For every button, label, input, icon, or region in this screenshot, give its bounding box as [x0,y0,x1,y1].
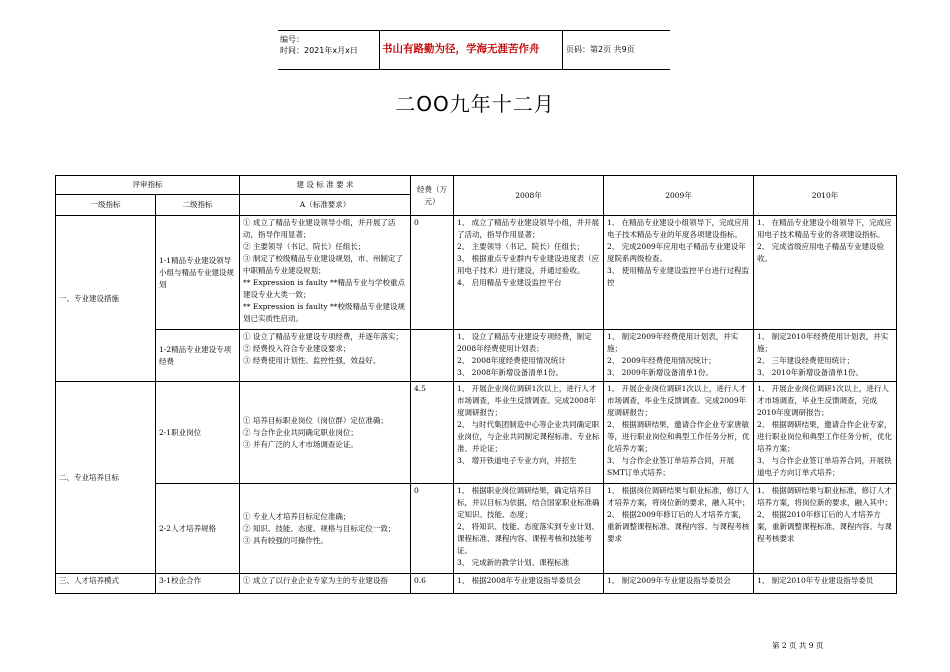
cell-funds: 0 [411,216,454,330]
page-header [278,30,670,70]
cell-2009: 1、 根据岗位调研结果与职业标准，修订人才培养方案，将岗位新的要求，融入其中； 2、 根据2009年修订后的人才培养方案，重新调整课程标准、课程内容、与课程考核要求 [604,484,754,574]
cell-2009: 1、 开展企业岗位调研1次以上，进行人才市场调查，毕业生反馈调查。完成2009年度调研报告； 2、 根据调研结果，邀请合作企业专家唐敏等，进行职业岗位和典型工作任务分析，优化培养方案； 3、 与合作企业签订单培养合同，开展SMT订单式培养； [604,382,754,484]
table-row [56,216,897,330]
cell-level2: 1-1精品专业建设领导小组与精品专业建设规划 [156,216,240,330]
footer-page-number: 第 2 页 共 9 页 [772,641,824,650]
header-cell-level2: 二级指标 [156,195,240,216]
cell-level2: 1-2精品专业建设专项经费 [156,330,240,382]
cell-standard: ① 专业人才培养目标定位准确； ② 知识、技能、态度、规格与目标定位一致； ③ 具有较强的可操作性。 [240,484,411,574]
header-cell-a: A（标准要求） [240,195,411,216]
table-row [56,330,897,382]
cell-standard: ① 成立了以行业企业专家为主的专业建设指 [240,574,411,594]
header-divider [562,31,563,69]
table-header-row [56,176,897,195]
cell-funds: 4.5 [411,382,454,484]
cell-level1: 三、人才培养模式 [56,574,156,594]
cell-2010: 1、 根据调研结果与职业标准，修订人才培养方案，将岗位新的要求，融入其中； 2、 根据2010年修订后的人才培养方案，重新调整课程标准、课程内容、与课程考核要求 [754,484,897,574]
header-cell-level1: 一级指标 [56,195,156,216]
cell-2009: 1、 制定2009年专业建设指导委员会 [604,574,754,594]
cell-2008: 1、 开展企业岗位调研1次以上，进行人才市场调查，毕业生反馈调查。完成2008年度调研报告； 2、 与时代集团制造中心等企业共同确定职业岗位，与企业共同制定课程标准、专业标准、并论证； 3、 增开铁道电子专业方向，并招生 [454,382,604,484]
header-cell-2010: 2010年 [754,176,897,216]
header-number-label: 编号： [280,35,304,44]
header-cell-2009: 2009年 [604,176,754,216]
cell-funds: 0 [411,484,454,574]
cell-level2: 3-1校企合作 [156,574,240,594]
evaluation-table [55,175,897,594]
cell-2010: 1、 制定2010年经费使用计划表，并实施； 2、 三年建设经费使用统计； 3、 2010年新增设备清单1份。 [754,330,897,382]
cell-funds [411,330,454,382]
document-title: 二OO九年十二月 [395,92,555,116]
cell-2010: 1、 开展企业岗位调研1次以上，进行人才市场调查，毕业生反馈调查，完成2010年度调研报告； 2、 根据调研结果，邀请合作企业专家，进行职业岗位和典型工作任务分析，优化培养方案； 3、 与合作企业签订单培养合同，开展铁道电子方向订单式培养； [754,382,897,484]
cell-funds: 0.6 [411,574,454,594]
cell-2009: 1、 制定2009年经费使用计划表，并实施； 2、 2009年经费使用情况统计； 3、 2009年新增设备清单1份。 [604,330,754,382]
cell-standard: ① 设立了精品专业建设专项经费，并逐年落实； ② 经费投入符合专业建设要求； ③ 经费使用计划性、监控性强，效益好。 [240,330,411,382]
header-info [280,34,358,56]
header-cell-pingshen: 评审指标 [56,176,240,195]
cell-2008: 1、 成立了精品专业建设领导小组，并开展了活动，指导作用显著； 2、 主要领导（书记、院长）任组长； 3、 根据重点专业群内专业建设进度表（应用电子技术）进行建设，并通过验收。 4、 启用精品专业建设监控平台 [454,216,604,330]
header-date: 时间：2021年x月x日 [280,46,358,55]
header-cell-2008: 2008年 [454,176,604,216]
cell-2008: 1、 设立了精品专业建设专项经费，制定2008年经费使用计划表； 2、 2008年度经费使用情况统计 3、 2008年新增设备清单1份。 [454,330,604,382]
cell-level1: 二、专业培养目标 [56,382,156,574]
cell-level2: 2-1职业岗位 [156,382,240,484]
header-cell-funds: 经费（万元） [411,176,454,216]
cell-level2: 2-2人才培养规格 [156,484,240,574]
cell-2010: 1、 在精品专业建设小组领导下，完成应用电子技术精品专业的各项建设指标。 2、 完成省级应用电子精品专业建设验收。 [754,216,897,330]
header-page-number: 页码：第2页 共9页 [566,45,635,54]
cell-2010: 1、 制定2010年专业建设指导委员 [754,574,897,594]
header-divider [379,31,380,69]
header-motto: 书山有路勤为径，学海无涯苦作舟 [382,43,540,55]
table-row [56,382,897,484]
table-row [56,484,897,574]
cell-2009: 1、 在精品专业建设小组领导下，完成应用电子技术精品专业的年度各项建设指标。 2、 完成2009年应用电子精品专业建设年度院系两级检查。 3、 使用精品专业建设监控平台进行过程监控 [604,216,754,330]
cell-level1: 一、专业建设措施 [56,216,156,382]
cell-standard: ① 成立了精品专业建设领导小组，并开展了活动，指导作用显著； ② 主要领导（书记、院长）任组长； ③ 制定了校级精品专业建设规划，市、州制定了中职精品专业建设规划； ** Expression is faulty **精品专业与学校重点建设专业大类一致； ** Expression is faulty **校级精品专业建设规划已实质性启动。 [240,216,411,330]
cell-standard: ① 培养目标职业岗位（岗位群）定位准确； ② 与合作企业共同确定职业岗位； ③ 并有广泛的人才市场调查论证。 [240,382,411,484]
cell-2008: 1、 根据2008年专业建设指导委员会 [454,574,604,594]
table-row [56,574,897,594]
cell-2008: 1、 根据职业岗位调研结果，确定培养目标，并以目标为依据，结合国家职业标准确定知识、技能、态度； 2、 将知识、技能、态度落实到专业计划、课程标准、课程内容、课程考核和技能考证。 3、 完成新的教学计划、课程标准 [454,484,604,574]
header-cell-standard: 建 设 标 准 要 求 [240,176,411,195]
